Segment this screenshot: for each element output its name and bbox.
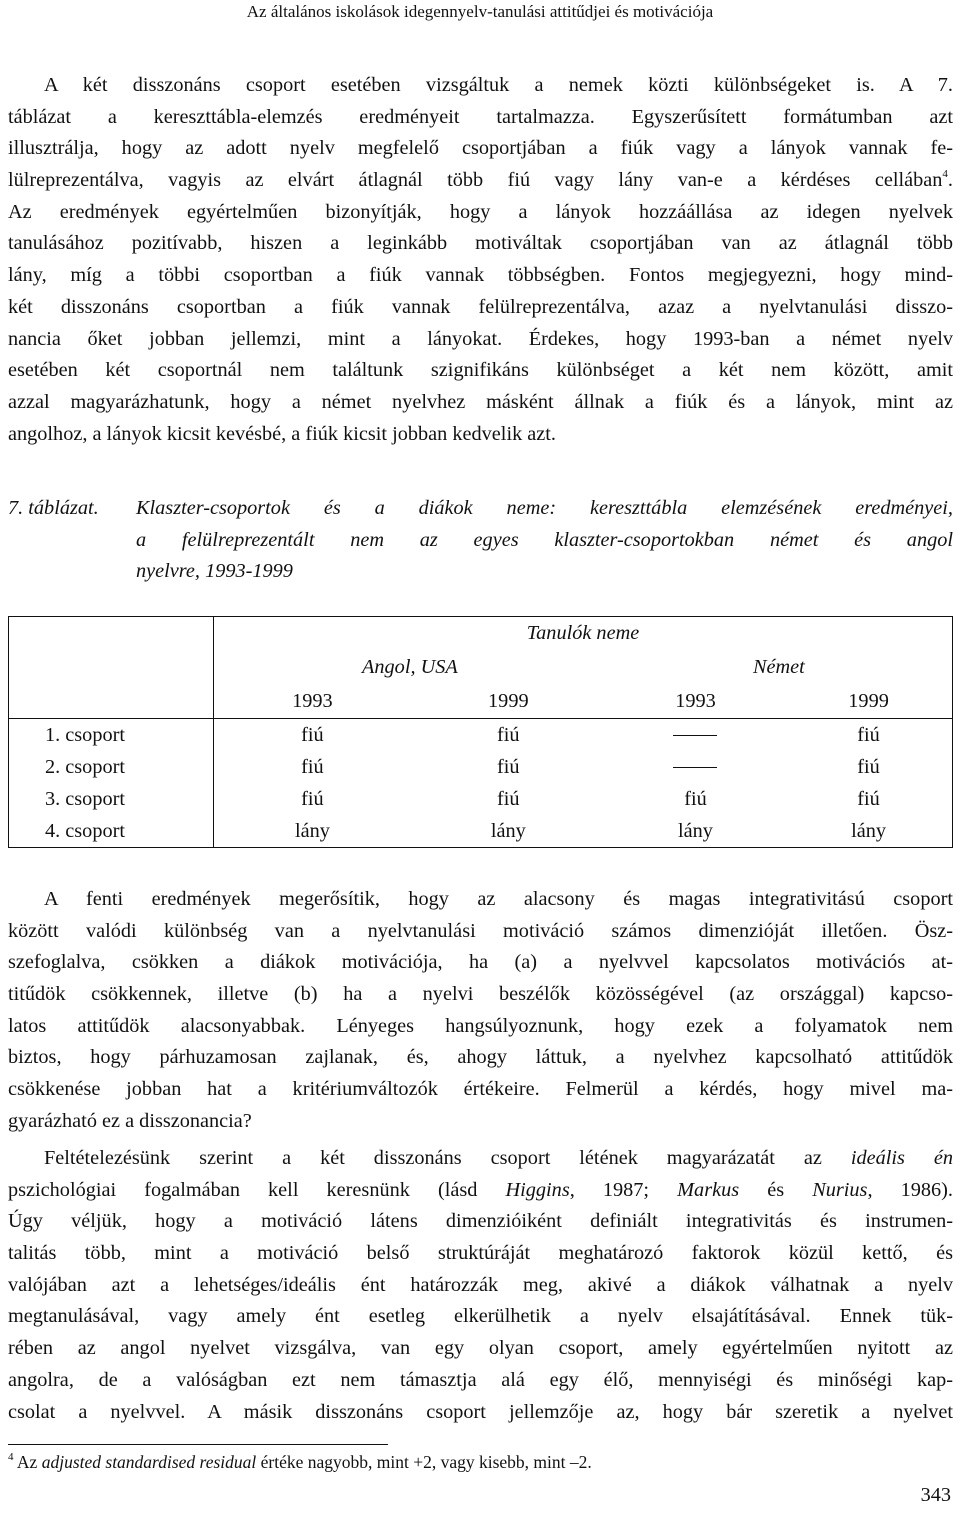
paragraph-line: esetében két csoportnál nem találtunk szignifikáns különbséget a két nem között, amit	[8, 359, 953, 382]
year-header: 1993	[606, 685, 785, 719]
paragraph-line: A fenti eredmények megerősítik, hogy az alacsony és magas integrativitású csoport	[44, 888, 953, 910]
dash-mark	[673, 735, 717, 736]
paragraph-line: gyarázható ez a disszonancia?	[8, 1109, 252, 1132]
table-cell: fiú	[497, 787, 520, 810]
table-top-header: Tanulók neme	[214, 617, 953, 651]
paragraph-line: lülreprezentálva, vagyis az elvárt átlagnál több fiú vagy lány van-e a kérdéses cellában$^4$.	[8, 168, 953, 192]
table-cell: fiú	[857, 787, 880, 810]
row-label: 2. csoport	[45, 755, 125, 778]
paragraph-line: között valódi különbség van a nyelvtanulási motiváció számos dimenzióját illetően. Ösz-	[8, 919, 953, 942]
paragraph-line: Az eredmények egyértelműen bizonyítják, hogy a lányok hozzáállása az idegen nyelvek	[8, 200, 953, 223]
year-header: 1999	[785, 685, 952, 719]
paragraph-line: angolhoz, a lányok kicsit kevésbé, a fiúk kicsit jobban kedvelik azt.	[8, 422, 556, 445]
caption-line: Klaszter-csoportok és a diákok neme: kereszttábla elemzésének eredményei,	[136, 497, 953, 519]
table-cell: fiú	[857, 723, 880, 746]
table-row	[9, 751, 953, 783]
results-table	[8, 616, 953, 848]
footnote-mark: 4	[8, 1451, 14, 1463]
paragraph-line: rében az angol nyelvet vizsgálva, van egy olyan csoport, amely egyértelműen nyitott az	[8, 1337, 953, 1360]
paragraph-line: azzal magyarázhatunk, hogy a német nyelvhez másként állnak a fiúk és a lányok, mint az	[8, 390, 953, 413]
table-row	[9, 783, 953, 815]
paragraph-line: lány, míg a többi csoportban a fiúk vannak többségben. Fontos megjegyezni, hogy mind-	[8, 264, 953, 287]
paragraph-line: biztos, hogy párhuzamosan zajlanak, és, ahogy láttuk, a nyelvhez kapcsolható attitűdök	[8, 1046, 953, 1069]
year-header: 1999	[411, 685, 606, 719]
paragraph-line: titűdök csökkennek, illetve (b) ha a nyelvi beszélők közösségével (az országgal) kapcso-	[8, 983, 953, 1006]
caption-line: nyelvre, 1993-1999	[136, 560, 293, 583]
footnote-divider	[8, 1444, 388, 1445]
paragraph-line: megtanulásával, vagy amely ént esetleg elkerülhetik a nyelv elsajátításával. Ennek tük-	[8, 1305, 953, 1328]
paragraph-line: csolat a nyelvvel. A másik disszonáns csoport jellemzője az, hogy bár szeretik a nyelvet	[8, 1400, 953, 1423]
running-header: Az általános iskolások idegennyelv-tanulási attitűdjei és motivációja	[246, 2, 714, 21]
table-cell: fiú	[214, 783, 411, 815]
year-header: 1993	[214, 685, 411, 719]
paragraph-line: A két disszonáns csoport esetében vizsgáltuk a nemek közti különbségeket is. A 7.	[44, 74, 953, 96]
table-cell: fiú	[684, 787, 707, 810]
footnote: $^4$ Az adjusted standardised residual értéke nagyobb, mint +2, vagy kisebb, mint –2.	[8, 1451, 592, 1472]
column-group-angol: Angol, USA	[214, 651, 606, 685]
column-group-nemet: Német	[753, 656, 805, 678]
row-label: 3. csoport	[45, 787, 125, 810]
table-cell: fiú	[214, 719, 411, 752]
paragraph-line: táblázat a kereszttábla-elemzés eredményeit tartalmazza. Egyszerűsített formátumban azt	[8, 105, 953, 128]
paragraph-line: Úgy véljük, hogy a motiváció látens dimenzióiként definiált integrativitás és instrumen-	[8, 1210, 953, 1233]
paragraph-line: tanulásához pozitívabb, hiszen a leginkább motiváltak csoportjában van az átlagnál több	[8, 232, 953, 255]
row-label: 4. csoport	[45, 819, 125, 842]
paragraph-line: pszichológiai fogalmában kell keresnünk (lásd Higgins, 1987; Markus és Nurius, 1986).	[8, 1178, 953, 1201]
footnote-ref: 4	[942, 168, 948, 181]
table-row	[9, 719, 953, 752]
dash-cell	[606, 751, 785, 783]
table-cell: fiú	[497, 723, 520, 746]
paragraph-line: talitás több, mint a motiváció belső struktúráját meghatározó faktorok közül kettő, és	[8, 1242, 953, 1265]
paragraph-1	[8, 70, 953, 450]
table-cell: lány	[678, 819, 713, 842]
paragraph-line: angolra, de a valóságban ezt nem támasztja alá egy élő, mennyiségi és minőségi kap-	[8, 1368, 953, 1391]
table-caption-number: 7. táblázat.	[8, 497, 99, 519]
paragraph-line: csökkenése jobban hat a kritériumváltozók értékeire. Felmerül a kérdés, hogy mivel ma-	[8, 1078, 953, 1101]
paragraph-line: két disszonáns csoportban a fiúk vannak felülreprezentálva, azaz a nyelvtanulási disszo-	[8, 295, 953, 318]
paragraph-3	[8, 1143, 953, 1428]
table-cell: lány	[490, 819, 526, 842]
paragraph-line: Feltételezésünk szerint a két disszonáns csoport létének magyarázatát az ideális én	[44, 1147, 953, 1169]
caption-line: a felülreprezentált nem az egyes klaszter-csoportokban német és angol	[136, 528, 953, 551]
table-cell: lány	[851, 819, 887, 842]
row-label: 1. csoport	[45, 723, 125, 746]
paragraph-2	[8, 884, 953, 1138]
table-cell: fiú	[214, 751, 411, 783]
dash-mark	[673, 767, 717, 768]
table-cell: fiú	[497, 755, 520, 778]
paragraph-line: illusztrálja, hogy az adott nyelv megfelelő csoportjában a fiúk vagy a lányok vannak fe-	[8, 137, 953, 160]
table-cell: lány	[214, 815, 411, 848]
page-number: 343	[920, 1484, 951, 1506]
paragraph-line: valójában azt a lehetséges/ideális ént határozzák meg, akivé a diákok válhatnak a nyelv	[8, 1273, 953, 1296]
table-row	[9, 815, 953, 848]
paragraph-line: latos attitűdök alacsonyabbak. Lényeges hangsúlyoznunk, hogy ezek a folyamatok nem	[8, 1014, 953, 1037]
paragraph-line: szefoglalva, csökken a diákok motivációja, ha (a) a nyelvvel kapcsolatos motivációs at-	[8, 951, 953, 974]
table-cell: fiú	[857, 755, 880, 778]
dash-cell	[606, 719, 785, 752]
paragraph-line: nancia őket jobban jellemzi, mint a lányokat. Érdekes, hogy 1993-ban a német nyelv	[8, 327, 953, 350]
